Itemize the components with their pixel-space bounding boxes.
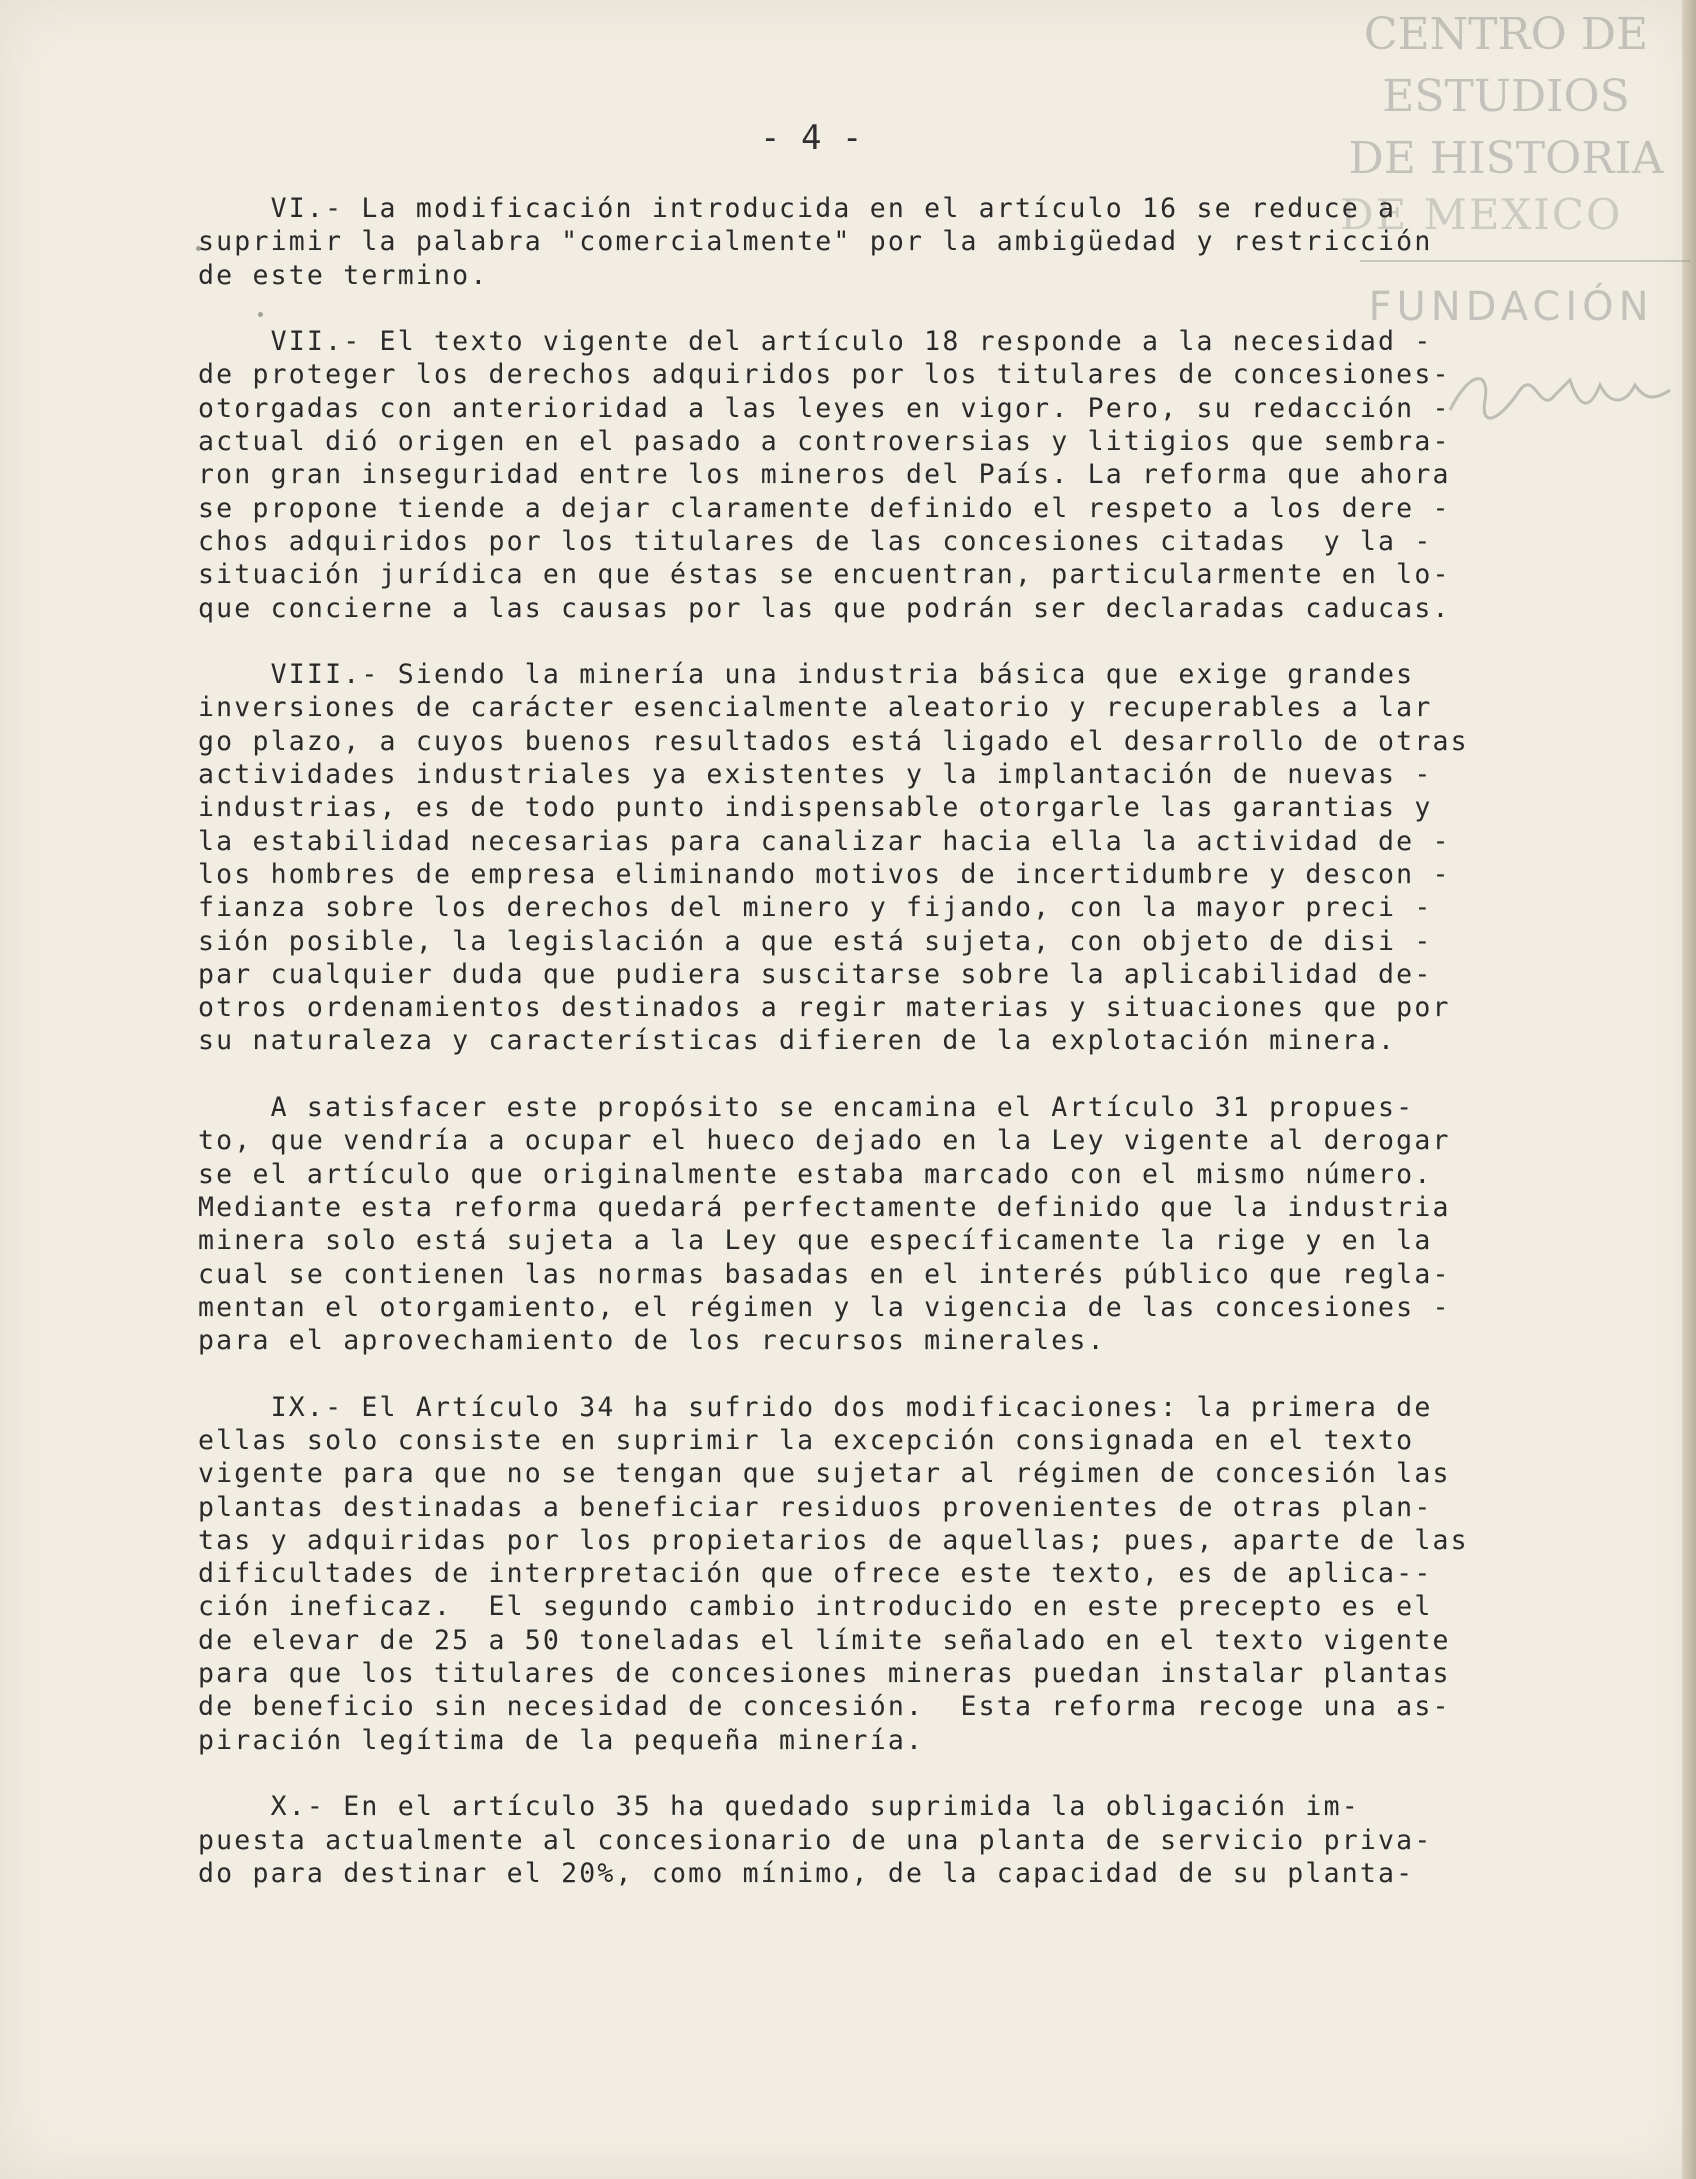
- text-line: Mediante esta reforma quedará perfectamente definido que la industria: [198, 1191, 1451, 1223]
- watermark-line-3: DE HISTORIA: [1348, 133, 1664, 184]
- page-edge: [1682, 0, 1696, 2179]
- text-line: go plazo, a cuyos buenos resultados está ligado el desarrollo de otras: [198, 725, 1469, 757]
- text-line: tas y adquiridas por los propietarios de aquellas; pues, aparte de las: [198, 1524, 1469, 1556]
- paragraph-x: [198, 1790, 1638, 1890]
- text-line: de beneficio sin necesidad de concesión. Esta reforma recoge una as-: [198, 1691, 1451, 1723]
- watermark-overlay-text: DE MEXICO: [1340, 190, 1623, 239]
- text-line: para que los titulares de concesiones mineras puedan instalar plantas: [198, 1658, 1451, 1690]
- text-line: sión posible, la legislación a que está sujeta, con objeto de disi -: [198, 925, 1433, 957]
- page-number: - 4 -: [760, 118, 863, 158]
- paragraph-vii: [198, 325, 1638, 625]
- text-line: dificultades de interpretación que ofrece este texto, es de aplica--: [198, 1558, 1433, 1590]
- text-line: puesta actualmente al concesionario de una planta de servicio priva-: [198, 1824, 1433, 1856]
- text-line: se el artículo que originalmente estaba marcado con el mismo número.: [198, 1158, 1433, 1190]
- text-line: A satisfacer este propósito se encamina el Artículo 31 propues-: [198, 1092, 1415, 1124]
- paragraph-viii-b: [198, 1091, 1638, 1357]
- paragraph-vi: [198, 192, 1638, 292]
- text-line: ron gran inseguridad entre los mineros del País. La reforma que ahora: [198, 459, 1451, 491]
- text-line: minera solo está sujeta a la Ley que específicamente la rige y en la: [198, 1225, 1433, 1257]
- text-line: cual se contienen las normas basadas en el interés público que regla-: [198, 1258, 1451, 1290]
- text-line: de elevar de 25 a 50 toneladas el límite señalado en el texto vigente: [198, 1624, 1451, 1656]
- text-line: ellas solo consiste en suprimir la excepción consignada en el texto: [198, 1424, 1415, 1456]
- text-line: para el aprovechamiento de los recursos minerales.: [198, 1325, 1106, 1357]
- text-line: actual dió origen en el pasado a controversias y litigios que sembra-: [198, 426, 1451, 458]
- text-line: X.- En el artículo 35 ha quedado suprimida la obligación im-: [198, 1791, 1360, 1823]
- text-line: ción ineficaz. El segundo cambio introducido en este precepto es el: [198, 1591, 1433, 1623]
- text-line: IX.- El Artículo 34 ha sufrido dos modificaciones: la primera de: [198, 1391, 1433, 1423]
- text-line: otorgadas con anterioridad a las leyes en vigor. Pero, su redacción -: [198, 392, 1451, 424]
- text-line: vigente para que no se tengan que sujetar al régimen de concesión las: [198, 1458, 1451, 1490]
- watermark-line-1: CENTRO DE: [1363, 9, 1649, 60]
- watermark-foundation: FUNDACIÓN: [1368, 284, 1654, 330]
- text-line: que concierne a las causas por las que podrán ser declaradas caducas.: [198, 592, 1451, 624]
- text-line: chos adquiridos por los titulares de las concesiones citadas y la -: [198, 525, 1433, 557]
- text-line: inversiones de carácter esencialmente aleatorio y recuperables a lar: [198, 692, 1433, 724]
- text-line: fianza sobre los derechos del minero y fijando, con la mayor preci -: [198, 892, 1433, 924]
- text-line: de proteger los derechos adquiridos por los titulares de concesiones-: [198, 359, 1451, 391]
- text-line: actividades industriales ya existentes y la implantación de nuevas -: [198, 759, 1433, 791]
- text-line: piración legítima de la pequeña minería.: [198, 1724, 925, 1756]
- text-line: VI.- La modificación introducida en el artículo 16 se reduce a: [198, 193, 1397, 224]
- paragraph-viii: [198, 658, 1638, 1058]
- text-line: VIII.- Siendo la minería una industria básica que exige grandes: [198, 659, 1415, 691]
- text-line: mentan el otorgamiento, el régimen y la vigencia de las concesiones -: [198, 1291, 1451, 1323]
- text-line: otros ordenamientos destinados a regir materias y situaciones que por: [198, 992, 1451, 1024]
- text-line: industrias, es de todo punto indispensable otorgarle las garantias y: [198, 792, 1433, 824]
- text-line: situación jurídica en que éstas se encuentran, particularmente en lo-: [198, 559, 1451, 591]
- text-line: par cualquier duda que pudiera suscitarse sobre la aplicabilidad de-: [198, 958, 1433, 990]
- text-line: de este termino.: [198, 259, 489, 291]
- watermark-line-2: ESTUDIOS: [1382, 71, 1630, 122]
- text-line: do para destinar el 20%, como mínimo, de la capacidad de su planta-: [198, 1857, 1415, 1889]
- paragraph-ix: [198, 1391, 1638, 1757]
- text-line: se propone tiende a dejar claramente definido el respeto a los dere -: [198, 492, 1451, 524]
- document-body: [198, 192, 1638, 1923]
- text-line: la estabilidad necesarias para canalizar hacia ella la actividad de -: [198, 825, 1451, 857]
- text-line: plantas destinadas a beneficiar residuos provenientes de otras plan-: [198, 1491, 1433, 1523]
- text-line: su naturaleza y características difieren de la explotación minera.: [198, 1025, 1397, 1057]
- text-line: suprimir la palabra "comercialmente" por la ambigüedad y restricción: [198, 226, 1433, 258]
- text-line: VII.- El texto vigente del artículo 18 responde a la necesidad -: [198, 326, 1433, 358]
- text-line: los hombres de empresa eliminando motivos de incertidumbre y descon -: [198, 858, 1451, 890]
- text-line: to, que vendría a ocupar el hueco dejado en la Ley vigente al derogar: [198, 1125, 1451, 1157]
